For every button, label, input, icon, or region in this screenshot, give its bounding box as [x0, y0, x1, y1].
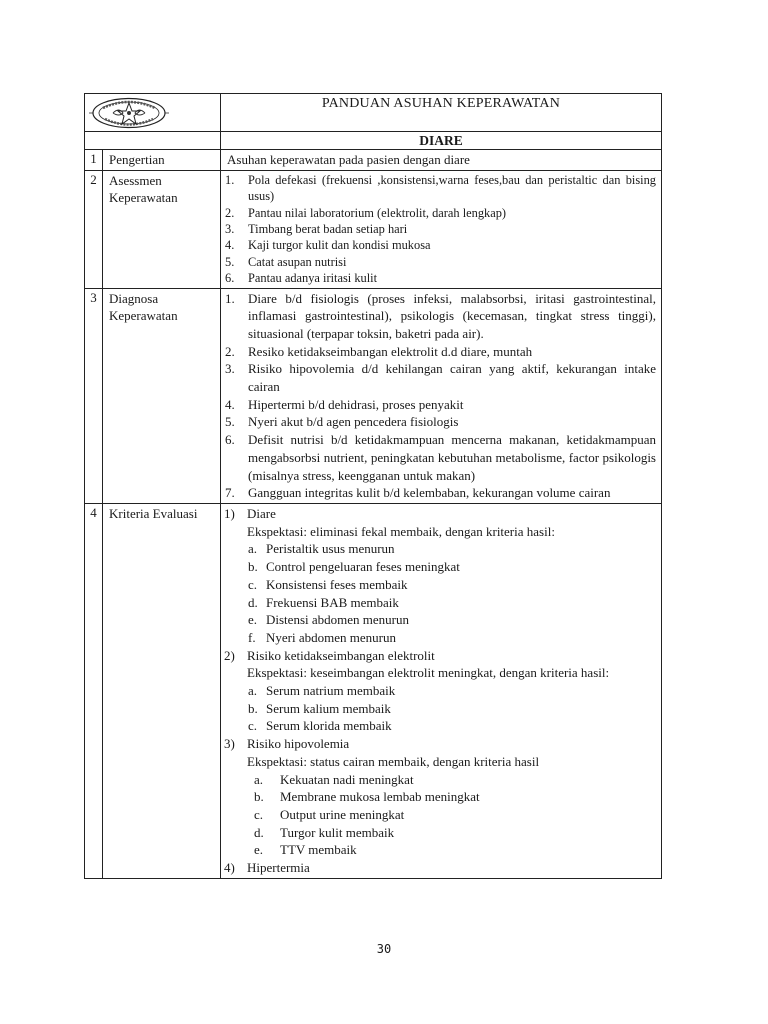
list-item: 3. Risiko hipovolemia d/d kehilangan cairan yang aktif, kekurangan intake cairan	[225, 361, 656, 395]
evaluation-group: 4) Hipertermia	[224, 860, 310, 876]
row-label: Kriteria Evaluasi	[103, 503, 221, 878]
expectation-text: Ekspektasi: keseimbangan elektrolit meningkat, dengan kriteria hasil:	[247, 665, 610, 681]
list-item: 4. Hipertermi b/d dehidrasi, proses penyakit	[225, 396, 464, 412]
row-diagnosa	[85, 288, 662, 503]
page-number: 30	[376, 942, 392, 956]
row-label: Asessmen Keperawatan	[103, 170, 221, 288]
evaluation-group: 2) Risiko ketidakseimbangan elektrolit Ekspektasi: keseimbangan elektrolit meningkat, dengan kriteria hasil:	[224, 647, 656, 682]
row-number: 4	[85, 503, 103, 878]
criteria-item: a. Peristaltik usus menurun	[248, 541, 395, 557]
evaluation-group: 3) Risiko hipovolemia Ekspektasi: status cairan membaik, dengan kriteria hasil	[224, 735, 656, 770]
list-item: 2. Pantau nilai laboratorium (elektrolit, darah lengkap)	[225, 205, 507, 220]
hospital-seal-emblem-icon	[89, 97, 169, 129]
row-kriteria	[85, 503, 662, 878]
criteria-item: b. Membrane mukosa lembab meningkat	[254, 789, 480, 805]
criteria-list	[224, 682, 656, 735]
criteria-item: e. TTV membaik	[254, 842, 357, 858]
list-item: 6. Pantau adanya iritasi kulit	[225, 271, 378, 286]
row-pengertian	[85, 150, 662, 171]
assessment-list-cell	[221, 170, 662, 288]
evaluation-groups	[224, 647, 656, 682]
diagnosis-list-cell	[221, 288, 662, 503]
expectation-text: Ekspektasi: eliminasi fekal membaik, dengan kriteria hasil:	[247, 523, 555, 539]
row-label: Pengertian	[103, 150, 221, 171]
evaluation-group: 1) Diare Ekspektasi: eliminasi fekal membaik, dengan kriteria hasil:	[224, 505, 656, 540]
criteria-item: b. Control pengeluaran feses meningkat	[248, 559, 460, 575]
evaluation-criteria-cell	[221, 503, 662, 878]
criteria-list	[224, 771, 656, 860]
list-item: 6. Defisit nutrisi b/d ketidakmampuan mencerna makanan, ketidakmampuan mengabsorbsi nutrient, peningkatan kebutuhan metabolisme, factor psikologis (misalnya stress, keengganan untuk makan)	[225, 432, 656, 483]
criteria-item: a. Serum natrium membaik	[248, 683, 396, 699]
criteria-item: d. Turgor kulit membaik	[254, 824, 395, 840]
criteria-item: c. Output urine meningkat	[254, 806, 405, 822]
row-asessmen	[85, 170, 662, 288]
topic-title: DIARE	[221, 132, 662, 150]
evaluation-groups	[224, 859, 656, 877]
nursing-guide-table	[84, 93, 661, 879]
list-item: 7. Gangguan integritas kulit b/d kelembaban, kekurangan volume cairan	[225, 485, 611, 501]
assessment-list	[225, 172, 656, 287]
evaluation-groups	[224, 505, 656, 540]
row-number: 1	[85, 150, 103, 171]
header-row	[85, 94, 662, 132]
row-label: Diagnosa Keperawatan	[103, 288, 221, 503]
criteria-list	[224, 540, 656, 646]
criteria-item: e. Distensi abdomen menurun	[248, 612, 409, 628]
criteria-item: d. Frekuensi BAB membaik	[248, 594, 399, 610]
list-item: 4. Kaji turgor kulit dan kondisi mukosa	[225, 238, 431, 253]
definition-text: Asuhan keperawatan pada pasien dengan diare	[221, 150, 662, 171]
logo-cell	[85, 94, 221, 132]
list-item: 3. Timbang berat badan setiap hari	[225, 221, 408, 236]
criteria-item: c. Konsistensi feses membaik	[248, 576, 408, 592]
expectation-text: Ekspektasi: status cairan membaik, dengan kriteria hasil	[247, 753, 540, 769]
list-item: 1. Pola defekasi (frekuensi ,konsistensi,warna feses,bau dan peristaltic dan bising usus)	[225, 172, 656, 204]
list-item: 5. Catat asupan nutrisi	[225, 254, 347, 269]
criteria-item: f. Nyeri abdomen menurun	[248, 629, 396, 645]
criteria-item: c. Serum klorida membaik	[248, 718, 392, 734]
list-item: 5. Nyeri akut b/d agen pencedera fisiologis	[225, 414, 459, 430]
row-number: 3	[85, 288, 103, 503]
diagnosis-list	[225, 290, 656, 502]
list-item: 1. Diare b/d fisiologis (proses infeksi, malabsorbsi, iritasi gastrointestinal, inflamasi gastrointestinal), psikologis (kecemasan, tingkat stress tinggi), situasional (terpapar toksin, baketri pada air).	[225, 290, 656, 341]
criteria-item: b. Serum kalium membaik	[248, 700, 391, 716]
list-item: 2. Resiko ketidakseimbangan elektrolit d.d diare, muntah	[225, 343, 533, 359]
subtitle-row	[85, 132, 662, 150]
evaluation-groups	[224, 735, 656, 770]
criteria-item: a. Kekuatan nadi meningkat	[254, 771, 414, 787]
row-number: 2	[85, 170, 103, 288]
document-title: PANDUAN ASUHAN KEPERAWATAN	[221, 94, 662, 132]
